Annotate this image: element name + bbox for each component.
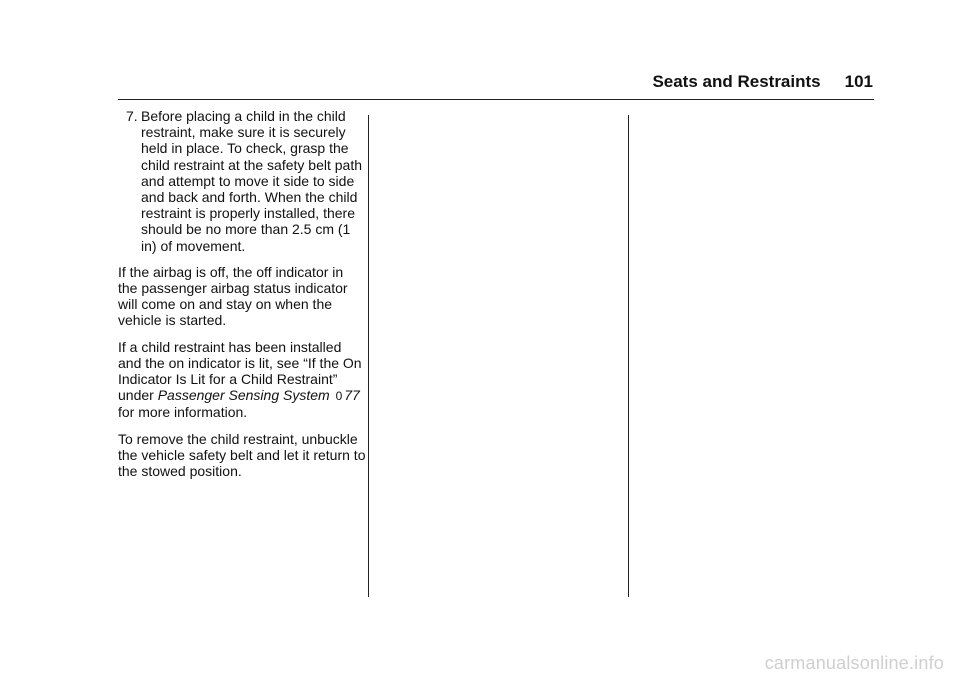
- paragraph-text-end: for more information.: [118, 404, 248, 421]
- step-text: Before placing a child in the child restraint, make sure it is securely held in place. To check, grasp the child restraint at the safety belt path and attempt to move it side to side and back and forth. When the child restraint is properly installed, there should be no more than 2.5 cm (1 in) of movement.: [141, 108, 363, 254]
- header-rule: [118, 99, 874, 100]
- step-7: [118, 108, 366, 254]
- section-title: Seats and Restraints: [652, 72, 821, 91]
- reference-page-number: 77: [344, 387, 360, 404]
- page-reference-icon: 0: [335, 389, 343, 404]
- paragraph-airbag-off: If the airbag is off, the off indicator in the passenger airbag status indicator will come on and stay on when the vehicle is started.: [118, 263, 348, 329]
- watermark-footer: carmanualsonline.info: [764, 653, 944, 673]
- page-number: 101: [844, 72, 873, 91]
- text-column-1: [118, 108, 366, 489]
- step-number: 7.: [126, 108, 138, 124]
- paragraph-text: If a child restraint has been installed and the on indicator is lit, see “If the On Indicator Is Lit for a Child Restraint” under: [118, 338, 362, 404]
- column-divider-1: [368, 115, 369, 597]
- paragraph-on-indicator: [118, 339, 366, 421]
- page-header: [652, 72, 873, 92]
- cross-reference-link[interactable]: Passenger Sensing System: [157, 387, 330, 404]
- column-divider-2: [628, 115, 629, 597]
- paragraph-remove-restraint: To remove the child restraint, unbuckle the vehicle safety belt and let it return to the stowed position.: [118, 430, 366, 480]
